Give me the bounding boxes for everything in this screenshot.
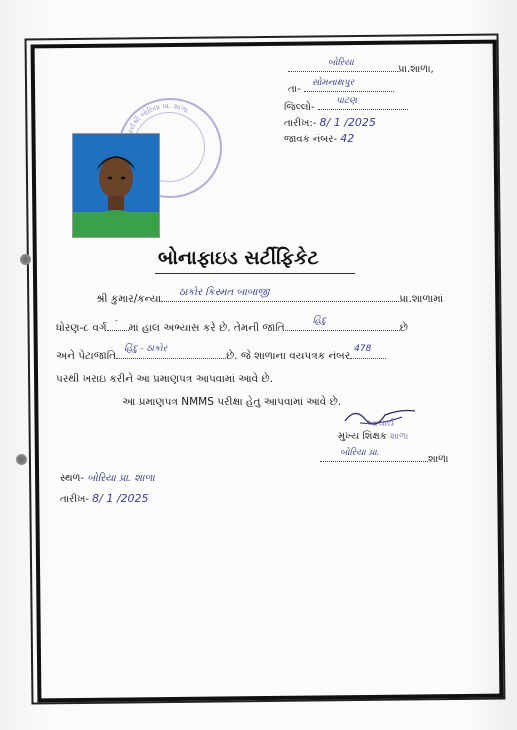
student-prefix-label: શ્રી કુમાર/કન્યા: [96, 293, 162, 305]
footer-place-value: બોરિયા પ્રા. શાળા: [87, 473, 155, 484]
certificate-title: બોનાફાઇડ સર્ટીફિકેટ: [158, 247, 319, 269]
footer-date-label: તારીખ-: [60, 494, 89, 505]
header-district-line: [284, 96, 408, 113]
stamp-principal-text: આચાર્ય: [366, 419, 395, 429]
header-taluka-label: તા-: [288, 84, 301, 95]
signature-school-value: બોરિયા પ્રા.: [340, 448, 380, 458]
header-taluka-value: સોમનાથપુર: [311, 78, 355, 88]
header-date-line: [284, 117, 376, 129]
header-school-line: [288, 58, 434, 75]
header-outward-label: જાવક નંબર-: [284, 134, 338, 145]
footer-date-value: 8/ 1 /2025: [92, 492, 149, 505]
header-date-value: 8/ 1 /2025: [319, 116, 376, 129]
header-taluka-line: [288, 78, 394, 95]
header-district-value: પાટણ: [335, 96, 357, 106]
title-underline: [155, 273, 355, 274]
header-outward-value: 42: [340, 132, 355, 145]
footer-place-line: [60, 474, 155, 484]
punch-hole-bottom: [16, 454, 27, 465]
signature-school-line: [320, 448, 449, 465]
footer-date-line: [60, 493, 149, 505]
subcaste-label: અને પેટાજાતિ: [56, 350, 117, 362]
signature-role: મુખ્ય શિક્ષક: [338, 431, 387, 442]
signature-school-suffix: શાળા: [428, 454, 449, 465]
caste-value: હિંદુ: [312, 316, 327, 326]
register-text: છે. જે શાળાના વયપત્રક નંબર: [226, 350, 351, 362]
header-date-label: તારીખ:-: [284, 118, 317, 129]
body-line-4: પરથી ખરાઇ કરીને આ પ્રમાણપત્ર આપવામાં આવે છે.: [56, 373, 273, 385]
header-district-label: જિલ્લો-: [284, 102, 315, 113]
body-line-1: [96, 287, 444, 305]
header-school-value: બોરિયા: [328, 58, 354, 68]
svg-text:આચાર્યશ્રી બોરિયા પ્રા. શાળા: ર્યશ્રી બોરિયા પ્રા. શાળા: [128, 101, 190, 132]
punch-hole-top: [20, 254, 31, 265]
standard-label: ધોરણ-૮ વર્ગ: [56, 322, 107, 334]
header-outward-line: [284, 133, 354, 145]
signature-school-word: શાળા: [389, 432, 409, 442]
school-suffix-label: પ્રા.શાળામાં: [399, 293, 444, 305]
signature-role-line: [338, 432, 408, 442]
footer-place-label: સ્થળ-: [60, 473, 85, 484]
body-line-5: આ પ્રમાણપત્ર NMMS પરીક્ષા હેતુ આપવામાં આવે છે.: [122, 396, 342, 408]
caste-suffix: છે: [399, 322, 408, 334]
subcaste-value: હિંદુ - ઠાકોર: [124, 344, 168, 354]
register-number-value: 478: [354, 344, 372, 354]
body-line-3: [56, 344, 386, 362]
header-school-label: પ્રા.શાળા,: [398, 64, 434, 75]
studying-text: માં હાલ અભ્યાસ કરે છે. તેમની જાતિ: [128, 322, 285, 334]
student-name-value: ઠાકોર કિસ્મત બાબાજી: [179, 287, 270, 298]
division-value: -: [114, 316, 118, 326]
student-photo: [72, 133, 160, 238]
body-line-2: [56, 316, 408, 334]
